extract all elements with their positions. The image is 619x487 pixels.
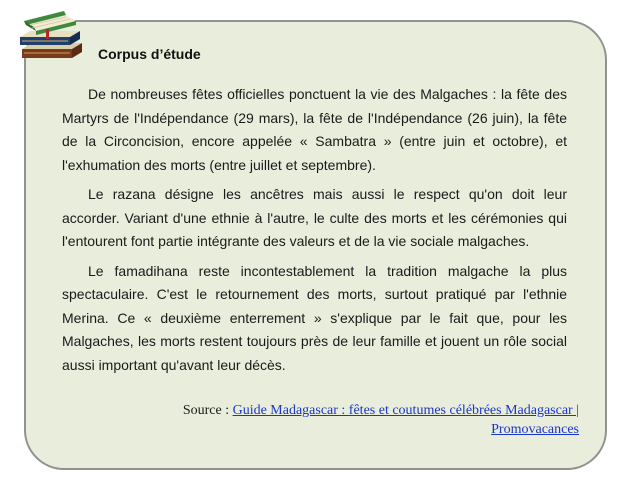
source-label: Source : bbox=[182, 403, 233, 418]
source-link[interactable]: Guide Madagascar : fêtes et coutumes célébrées Madagascar | Promovacances bbox=[232, 403, 579, 437]
paragraph-festivals: De nombreuses fêtes officielles ponctuent la vie des Malgaches : la fête des Martyrs de l'Indépendance (29 mars), la fête de l'Indépendance (26 juin), la fête de la Circoncision, encore appelée « Sambatra » (entre juin et octobre), et l'exhumation des morts (entre juillet et septembre). bbox=[62, 86, 567, 173]
corpus-text bbox=[62, 83, 567, 383]
paragraph-razana: Le razana désigne les ancêtres mais aussi le respect qu'on doit leur accorder. Variant d'une ethnie à l'autre, le culte des morts et les cérémonies qui l'entourent font partie intégrante des valeurs et de la vie sociale malgaches. bbox=[62, 186, 567, 249]
section-heading: Corpus d’étude bbox=[98, 46, 201, 62]
paragraph-famadihana: Le famadihana reste incontestablement la tradition malgache la plus spectaculaire. C'est le retournement des morts, surtout pratiqué par l'ethnie Merina. Ce « deuxième enterrement » s'explique par le fait que, pour les Malgaches, les morts restent toujours près de leur famille et jouent un rôle social aussi important qu'avant leur décès. bbox=[62, 262, 567, 373]
stack-of-books-icon bbox=[16, 3, 88, 65]
source-citation bbox=[109, 401, 579, 439]
